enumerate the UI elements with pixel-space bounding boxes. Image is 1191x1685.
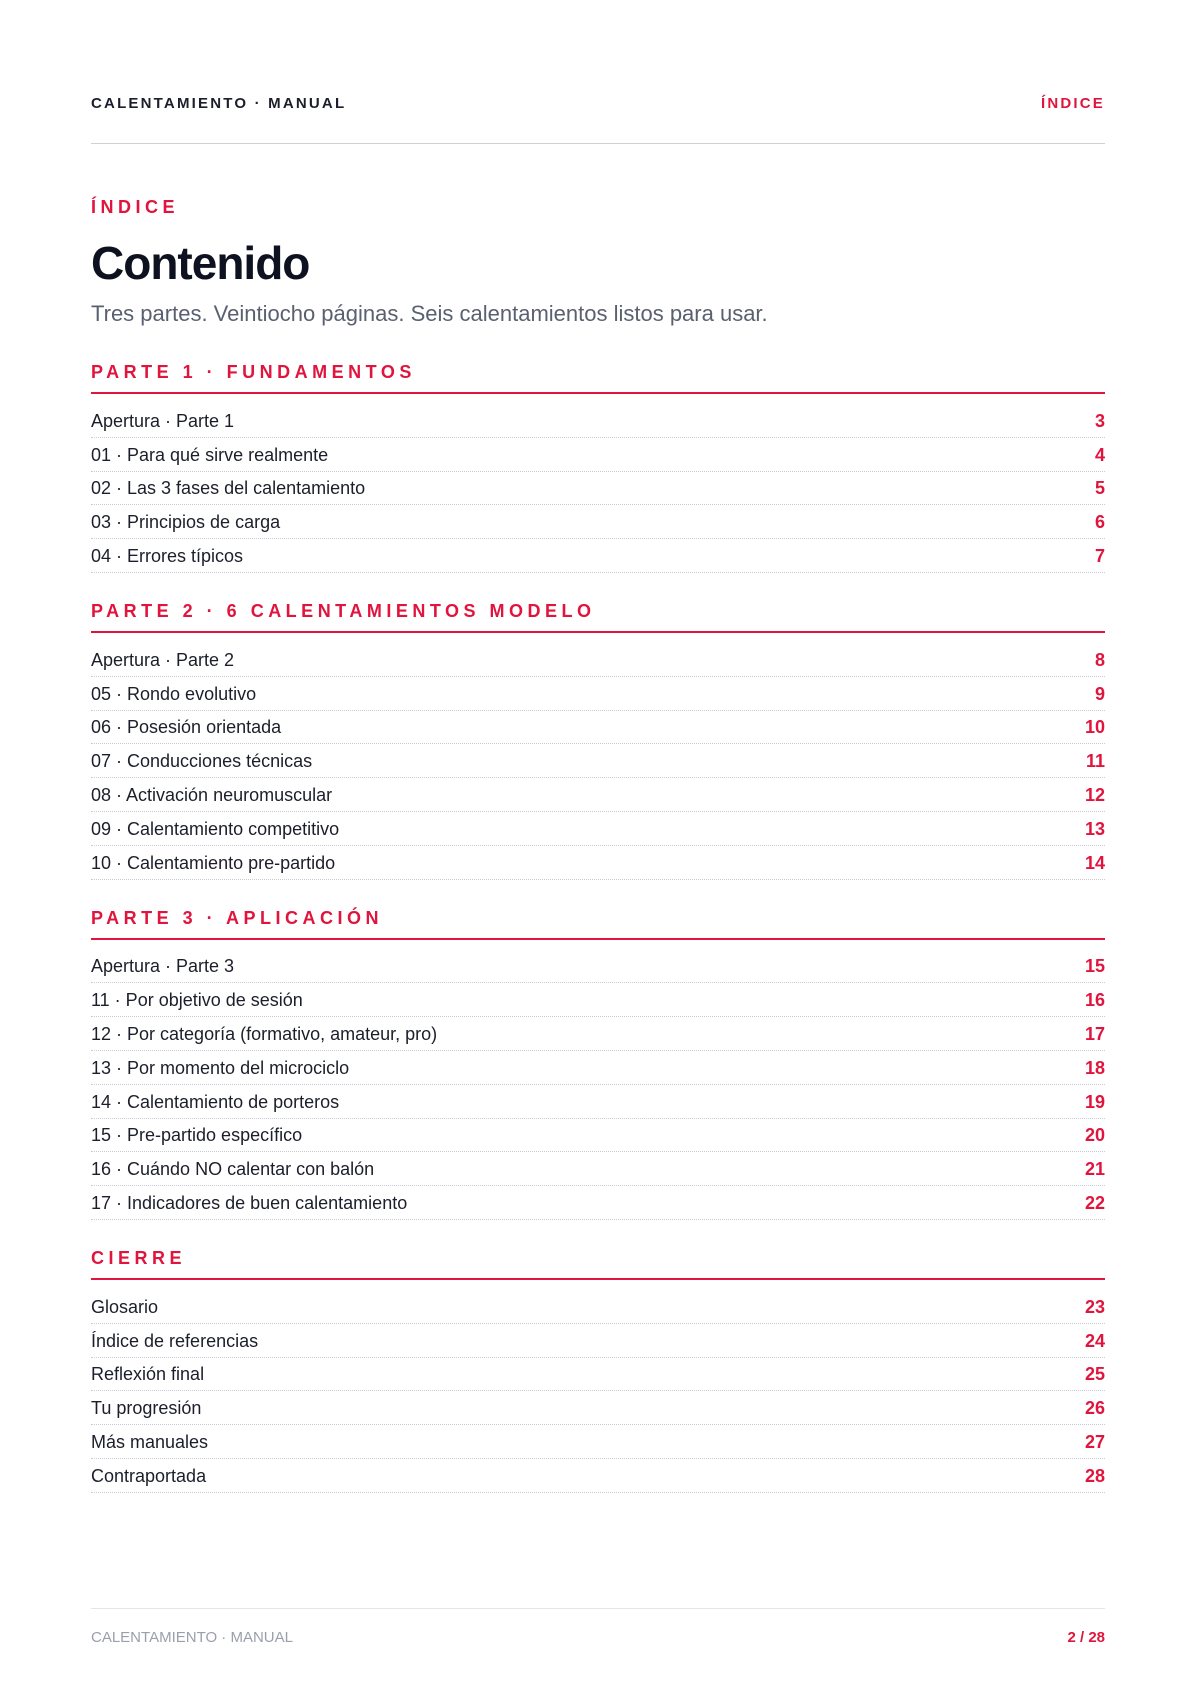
footer-title: CALENTAMIENTO · MANUAL: [91, 1629, 293, 1646]
toc-entry[interactable]: [91, 778, 1105, 812]
toc-entry[interactable]: [91, 438, 1105, 472]
toc-entry[interactable]: [91, 1391, 1105, 1425]
toc-entry-page: 22: [1084, 1193, 1105, 1214]
toc-entry-label: 12 · Por categoría (formativo, amateur, pro): [91, 1024, 438, 1045]
toc-entry-list: [91, 1290, 1105, 1493]
header-divider: [91, 143, 1105, 144]
toc-entry-page: 13: [1084, 818, 1105, 839]
toc-entry-label: 16 · Cuándo NO calentar con balón: [91, 1159, 375, 1180]
toc-entry-label: 13 · Por momento del microciclo: [91, 1057, 350, 1078]
toc-entry[interactable]: [91, 1152, 1105, 1186]
page-number: 2 / 28: [1067, 1629, 1105, 1646]
page-subtitle: Tres partes. Veintiocho páginas. Seis calentamientos listos para usar.: [91, 301, 768, 326]
toc-entry-label: Contraportada: [91, 1465, 207, 1486]
toc-entry[interactable]: [91, 812, 1105, 846]
page-title: Contenido: [91, 237, 310, 289]
header-title: CALENTAMIENTO · MANUAL: [91, 95, 347, 112]
section-eyebrow: ÍNDICE: [91, 197, 180, 217]
toc-entry-page: 28: [1084, 1465, 1105, 1486]
toc-entry-page: 17: [1084, 1024, 1105, 1045]
toc-entry-page: 5: [1094, 478, 1105, 499]
toc-entry[interactable]: [91, 1324, 1105, 1358]
toc-entry[interactable]: [91, 846, 1105, 880]
toc-entry-label: Apertura · Parte 2: [91, 649, 235, 670]
toc-section: [91, 1248, 1105, 1493]
toc-entry-page: 10: [1084, 717, 1105, 738]
toc-section-heading: PARTE 2 · 6 CALENTAMIENTOS MODELO: [91, 601, 1105, 633]
toc-section-heading: PARTE 3 · APLICACIÓN: [91, 908, 1105, 940]
toc-entry-label: Más manuales: [91, 1432, 209, 1453]
toc-entry-label: 07 · Conducciones técnicas: [91, 751, 313, 772]
toc-entry-label: 14 · Calentamiento de porteros: [91, 1091, 340, 1112]
toc-entry-page: 16: [1084, 990, 1105, 1011]
toc-entry[interactable]: [91, 472, 1105, 506]
header-section: ÍNDICE: [1040, 95, 1105, 112]
running-header: [91, 95, 1105, 113]
toc-entry-label: 08 · Activación neuromuscular: [91, 785, 333, 806]
toc-entry-label: 04 · Errores típicos: [91, 546, 244, 567]
toc-entry-page: 24: [1084, 1330, 1105, 1351]
toc-section-heading: CIERRE: [91, 1248, 1105, 1280]
toc-entry-page: 20: [1084, 1125, 1105, 1146]
toc-entry-label: Apertura · Parte 3: [91, 956, 235, 977]
toc-entry-label: 03 · Principios de carga: [91, 512, 281, 533]
toc-entry-page: 19: [1084, 1091, 1105, 1112]
toc-entry-label: 17 · Indicadores de buen calentamiento: [91, 1193, 408, 1214]
toc-entry-page: 14: [1084, 852, 1105, 873]
toc-entry-page: 27: [1084, 1432, 1105, 1453]
toc-entry-list: [91, 404, 1105, 573]
document-page: [91, 0, 1105, 1685]
toc-entry-page: 4: [1094, 444, 1105, 465]
toc-entry-page: 26: [1084, 1398, 1105, 1419]
toc-entry[interactable]: [91, 950, 1105, 984]
footer-divider: [91, 1608, 1105, 1609]
toc-entry[interactable]: [91, 1085, 1105, 1119]
toc-entry-label: 05 · Rondo evolutivo: [91, 683, 257, 704]
toc-entry[interactable]: [91, 1290, 1105, 1324]
table-of-contents: [91, 362, 1105, 1521]
toc-entry[interactable]: [91, 744, 1105, 778]
toc-entry-label: 06 · Posesión orientada: [91, 717, 282, 738]
toc-entry-page: 15: [1084, 956, 1105, 977]
toc-entry-page: 6: [1094, 512, 1105, 533]
running-footer: [91, 1629, 1105, 1647]
toc-section-heading: PARTE 1 · FUNDAMENTOS: [91, 362, 1105, 394]
toc-entry[interactable]: [91, 1051, 1105, 1085]
toc-entry-list: [91, 643, 1105, 880]
toc-entry[interactable]: [91, 1358, 1105, 1392]
toc-entry-label: 01 · Para qué sirve realmente: [91, 444, 329, 465]
toc-entry[interactable]: [91, 1459, 1105, 1493]
toc-entry-list: [91, 950, 1105, 1220]
toc-section: [91, 362, 1105, 573]
toc-entry-label: 15 · Pre-partido específico: [91, 1125, 303, 1146]
toc-entry[interactable]: [91, 983, 1105, 1017]
toc-entry-label: Tu progresión: [91, 1398, 202, 1419]
toc-entry[interactable]: [91, 1425, 1105, 1459]
toc-section: [91, 908, 1105, 1220]
toc-entry-page: 21: [1084, 1159, 1105, 1180]
toc-entry[interactable]: [91, 539, 1105, 573]
toc-entry[interactable]: [91, 1186, 1105, 1220]
toc-entry-label: 02 · Las 3 fases del calentamiento: [91, 478, 366, 499]
toc-entry-page: 23: [1084, 1296, 1105, 1317]
toc-entry-page: 8: [1094, 649, 1105, 670]
toc-entry[interactable]: [91, 643, 1105, 677]
toc-entry-page: 9: [1094, 683, 1105, 704]
toc-entry[interactable]: [91, 1017, 1105, 1051]
toc-entry-label: Glosario: [91, 1296, 159, 1317]
toc-entry-label: Reflexión final: [91, 1364, 205, 1385]
toc-entry-label: Índice de referencias: [91, 1330, 259, 1351]
toc-entry[interactable]: [91, 1119, 1105, 1153]
toc-entry-page: 11: [1085, 751, 1105, 772]
toc-entry-page: 25: [1084, 1364, 1105, 1385]
toc-entry-page: 3: [1094, 410, 1105, 431]
toc-entry-page: 7: [1094, 546, 1105, 567]
toc-section: [91, 601, 1105, 880]
toc-entry[interactable]: [91, 677, 1105, 711]
toc-entry-label: 09 · Calentamiento competitivo: [91, 818, 340, 839]
toc-entry-label: 11 · Por objetivo de sesión: [91, 990, 303, 1011]
toc-entry-label: 10 · Calentamiento pre-partido: [91, 852, 336, 873]
toc-entry[interactable]: [91, 404, 1105, 438]
toc-entry-label: Apertura · Parte 1: [91, 410, 235, 431]
toc-entry-page: 12: [1084, 785, 1105, 806]
toc-entry-page: 18: [1084, 1057, 1105, 1078]
toc-entry[interactable]: [91, 505, 1105, 539]
toc-entry[interactable]: [91, 711, 1105, 745]
